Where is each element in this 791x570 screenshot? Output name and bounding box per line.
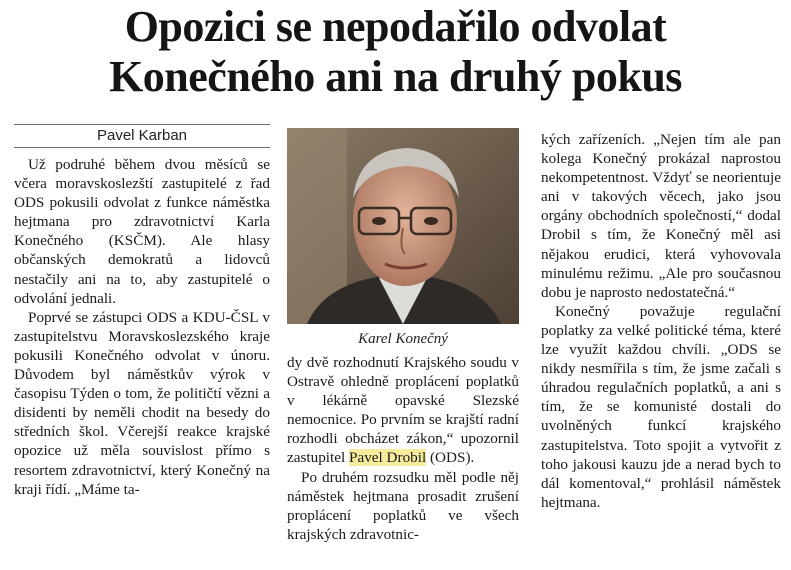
headline-line-1: Opozici se nepodařilo odvolat xyxy=(124,2,667,51)
article-column-2 xyxy=(287,353,519,544)
paragraph-text: dy dvě rozhodnutí Krajského soudu v Ostravě ohledně proplácení poplatků v lékárně opavské Slezské nemocnice. Po prvním se krajští radní rozhodli obcházet zákon,“ upozornil zastupitel xyxy=(287,354,519,467)
article-column-3 xyxy=(541,130,781,512)
byline: Pavel Karban xyxy=(14,124,270,148)
headline xyxy=(0,2,791,102)
article-column-1 xyxy=(14,155,270,499)
paragraph-text: (ODS). xyxy=(426,449,475,467)
paragraph: Poprvé se zástupci ODS a KDU-ČSL v zastupitelstvu Moravskoslezského kraje pokusili Konečného odvolat v únoru. Důvodem byl náměstkův výrok v časopisu Týden o tom, že političtí vězni a disidenti by neměli chodit na besedy do středních škol. Včerejší reakce krajské opozice už měla souvislost přímo s resortem zdravotnictví, který Konečný na kraji řídí. „Máme ta- xyxy=(14,308,270,498)
photo-caption: Karel Konečný xyxy=(358,331,448,347)
portrait-photo xyxy=(287,128,519,324)
highlighted-name: Pavel Drobil xyxy=(349,449,427,467)
paragraph: Už podruhé během dvou měsíců se včera moravskoslezští zastupitelé z řad ODS pokusili odvolat z funkce náměstka hejtmana pro zdravotnictví Karla Konečného (KSČM). Ale hlasy občanských demokratů a lidovců nestačily ani na to, aby zastupitelé o odvolání jednali. xyxy=(14,156,270,307)
portrait-illustration xyxy=(287,128,519,324)
paragraph xyxy=(287,353,519,468)
paragraph: Po druhém rozsudku měl podle něj náměstek hejtmana prosadit zrušení proplácení poplatků ve všech krajských zdravotnic- xyxy=(287,468,519,543)
headline-line-2: Konečného ani na druhý pokus xyxy=(109,52,682,101)
paragraph: Konečný považuje regulační poplatky za velké politické téma, které lze využít každou chvíli. „ODS se nikdy nesmířila s tím, že jsme začali s úhradou regulačních poplatků, a ani s tím, že se komunisté dostali do uvolněných funkcí krajského zastupitelstva. Toto spojit a vytvořit z toho jakousi kauzu jde a nerad bych to dál komentoval,“ prohlásil náměstek hejtmana. xyxy=(541,302,781,511)
paragraph: kých zařízeních. „Nejen tím ale pan kolega Konečný prokázal naprostou nekompetentnost. Vždyť se neorientuje ani v takových věcech, jako jsou orgány obchodních společností,“ dodal Drobil s tím, že Konečný měl asi nějakou erudici, která vyhovovala minulému režimu. „Ale pro současnou dobu je naprosto nedostatečná.“ xyxy=(541,131,781,301)
